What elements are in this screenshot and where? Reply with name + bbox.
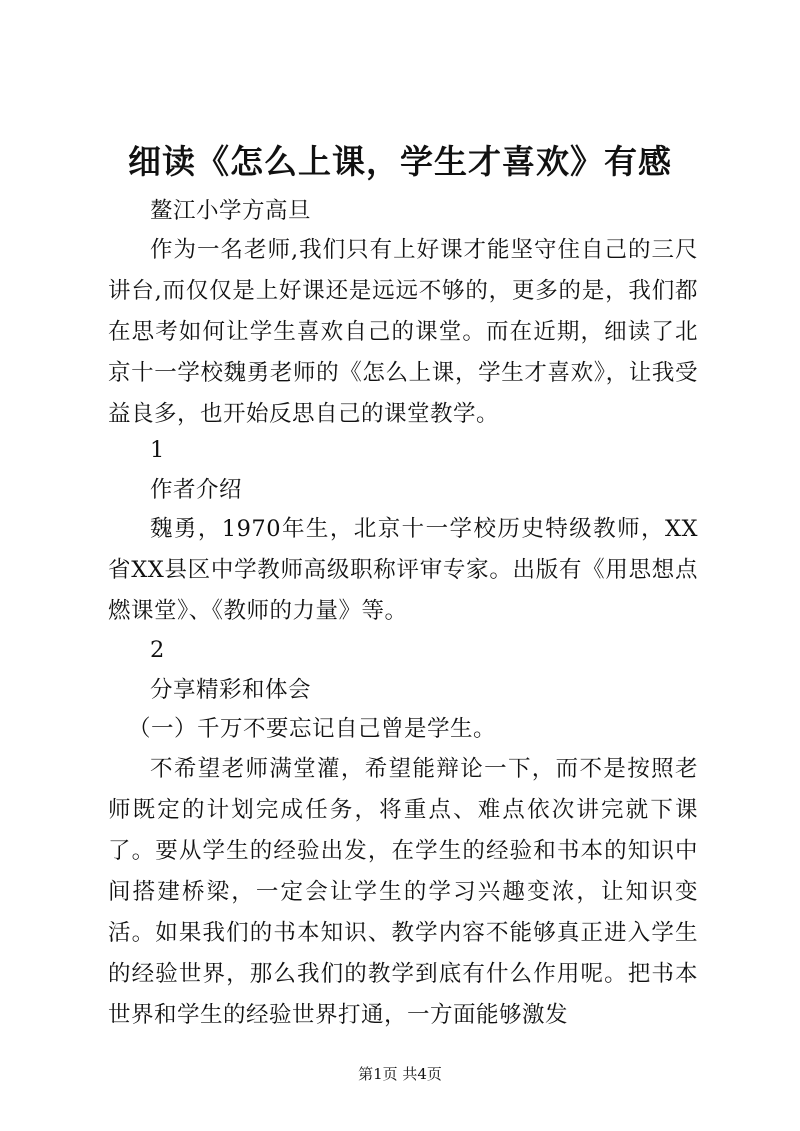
intro-paragraph: 作为一名老师,我们只有上好课才能坚守住自己的三尺讲台,而仅仅是上好课还是远远不够的，更多的是，我们都在思考如何让学生喜欢自己的课堂。而在近期，细读了北京十一学校魏勇老师的《怎么上课，学生才喜欢》，让我受益良多，也开始反思自己的课堂教学。 <box>108 237 698 427</box>
author-bio-paragraph: 魏勇，1970年生，北京十一学校历史特级教师，XX省XX县区中学教师高级职称评审专家。出版有《用思想点燃课堂》、《教师的力量》等。 <box>108 516 698 624</box>
subheading-one: （一）千万不要忘记自己曾是学生。 <box>128 716 497 742</box>
section-2-number: 2 <box>150 637 165 663</box>
section-2-heading: 分享精彩和体会 <box>150 677 312 703</box>
section-1-heading: 作者介绍 <box>150 477 243 503</box>
page-footer: 第1页 共4页 <box>358 1065 442 1083</box>
document-title: 细读《怎么上课，学生才喜欢》有感 <box>128 142 672 181</box>
author-line: 鳌江小学方高旦 <box>150 198 312 224</box>
section-1-number: 1 <box>150 437 165 463</box>
body-paragraph-one: 不希望老师满堂灌，希望能辩论一下，而不是按照老师既定的计划完成任务，将重点、难点依次讲完就下课了。要从学生的经验出发，在学生的经验和书本的知识中间搭建桥梁，一定会让学生的学习兴趣变浓，让知识变活。如果我们的书本知识、教学内容不能够真正进入学生的经验世界，那么我们的教学到底有什么作用呢。把书本世界和学生的经验世界打通，一方面能够激发 <box>108 756 698 1028</box>
